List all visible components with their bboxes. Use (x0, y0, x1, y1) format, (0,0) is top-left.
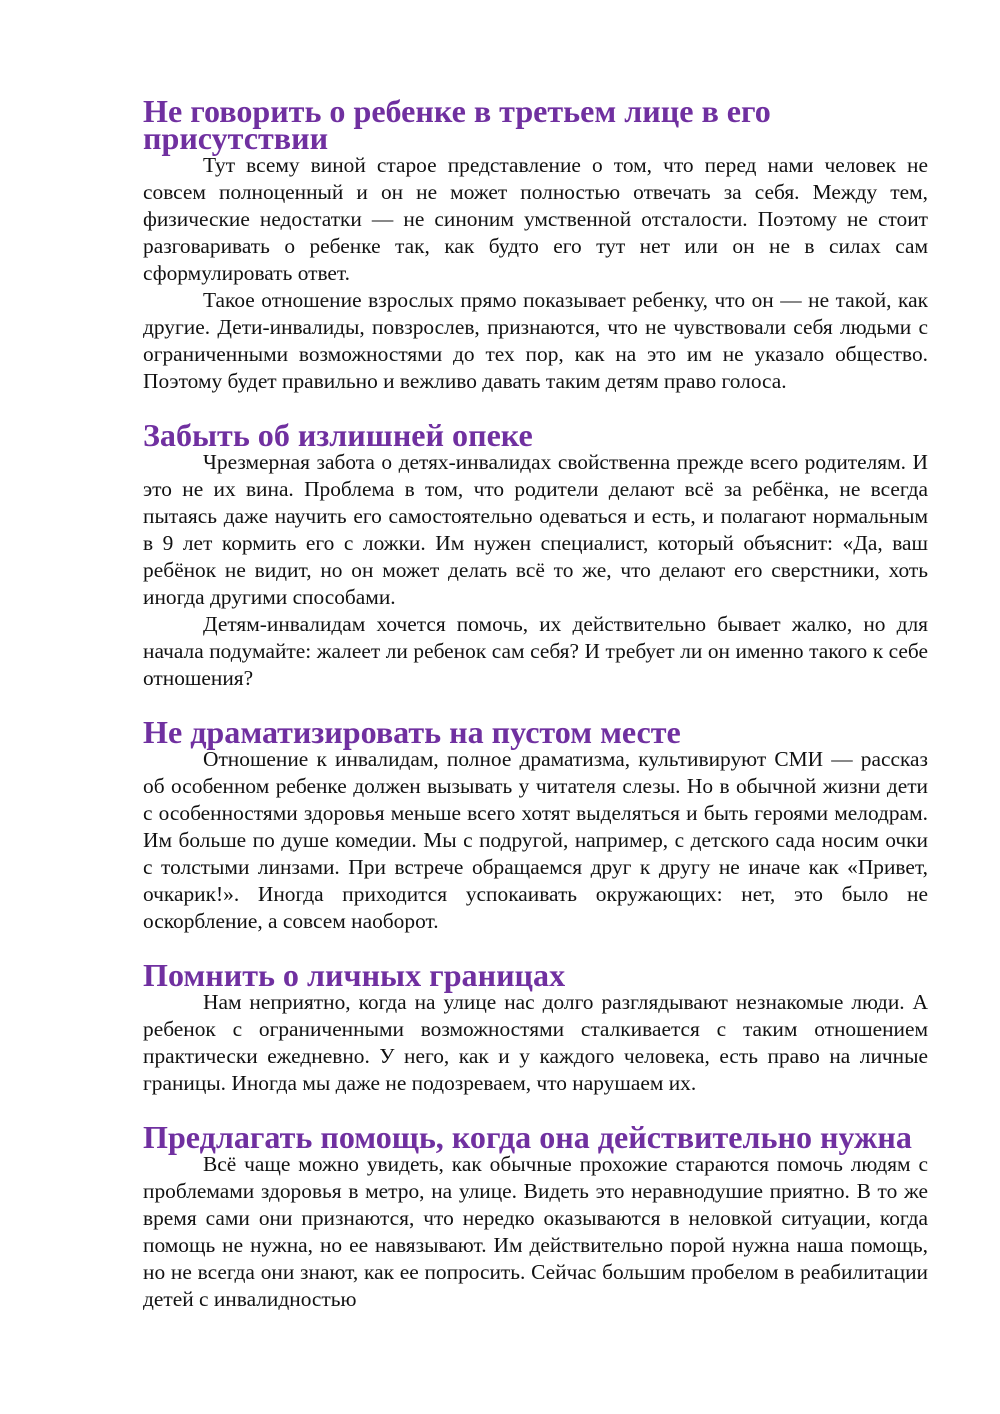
section-heading: Забыть об излишней опеке (143, 417, 533, 453)
paragraph: Нам неприятно, когда на улице нас долго разглядывают незнакомые люди. А ребенок с ограниченными возможностями сталкивается с таким отношением практически ежедневно. У него, как и у каждого человека, есть право на личные границы. Иногда мы даже не подозреваем, что нарушаем их. (143, 990, 928, 1095)
section-personal-boundaries (143, 957, 928, 1097)
section-heading: Не драматизировать на пустом месте (143, 714, 681, 750)
section-heading: Помнить о личных границах (143, 957, 566, 993)
section-heading: Не говорить о ребенке в третьем лице в его присутствии (143, 93, 771, 156)
paragraph: Всё чаще можно увидеть, как обычные прохожие стараются помочь людям с проблемами здоровья в метро, на улице. Видеть это неравнодушие приятно. В то же время сами они признаются, что нередко оказываются в неловкой ситуации, когда помощь не нужна, но ее навязывают. Им действительно порой нужна наша помощь, но не всегда они знают, как ее попросить. Сейчас большим пробелом в реабилитации детей с инвалидностью (143, 1152, 928, 1311)
paragraph: Детям-инвалидам хочется помочь, их действительно бывает жалко, но для начала подумайте: жалеет ли ребенок сам себя? И требует ли он именно такого к себе отношения? (143, 612, 928, 690)
document-page (143, 93, 928, 1340)
section-offer-help (143, 1119, 928, 1313)
paragraph: Чрезмерная забота о детях-инвалидах свойственна прежде всего родителям. И это не их вина. Проблема в том, что родители делают всё за ребёнка, не всегда пытаясь даже научить его самостоятельно одеваться и есть, и полагают нормальным в 9 лет кормить его с ложки. Им нужен специалист, который объяснит: «Да, ваш ребёнок не видит, но он может делать всё то же, что делают его сверстники, хоть иногда другими способами. (143, 450, 928, 609)
paragraph: Такое отношение взрослых прямо показывает ребенку, что он — не такой, как другие. Дети-инвалиды, повзрослев, признаются, что не чувствовали себя людьми с ограниченными возможностями до тех пор, как на это им не указало общество. Поэтому будет правильно и вежливо давать таким детям право голоса. (143, 288, 928, 393)
paragraph: Тут всему виной старое представление о том, что перед нами человек не совсем полноценный и он не может полностью отвечать за себя. Между тем, физические недостатки — не синоним умственной отсталости. Поэтому не стоит разговаривать о ребенке так, как будто его тут нет или он не в силах сам сформулировать ответ. (143, 153, 928, 285)
section-heading: Предлагать помощь, когда она действительно нужна (143, 1119, 912, 1155)
section-no-drama (143, 714, 928, 935)
paragraph: Отношение к инвалидам, полное драматизма, культивируют СМИ — рассказ об особенном ребенке должен вызывать у читателя слезы. Но в обычной жизни дети с особенностями здоровья меньше всего хотят выделяться и быть героями мелодрам. Им больше по душе комедии. Мы с подругой, например, с детского сада носим очки с толстыми линзами. При встрече обращаемся друг к другу не иначе как «Привет, очкарик!». Иногда приходится успокаивать окружающих: нет, это было не оскорбление, а совсем наоборот. (143, 747, 928, 933)
section-third-person (143, 93, 928, 395)
section-excess-care (143, 417, 928, 692)
